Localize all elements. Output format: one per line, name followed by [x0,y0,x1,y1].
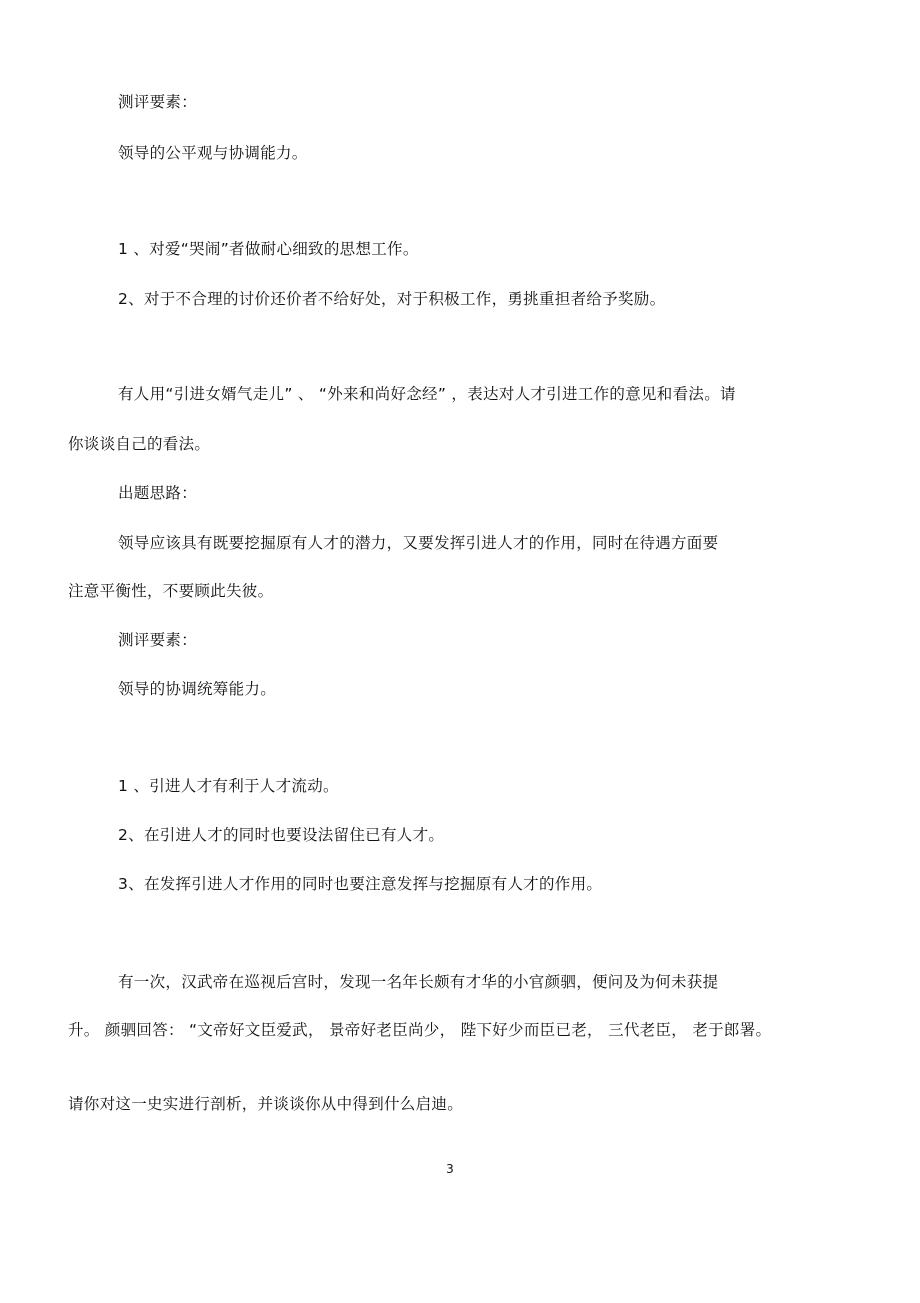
question-approach-line-2: 注意平衡性，不要顾此失彼。 [68,582,274,600]
question-text-line-1: 有人用“引进女婿气走儿” 、 “外来和尚好念经” ，表达对人才引进工作的意见和看法。请 [118,385,736,403]
answer-point-1: 1 、引进人才有利于人才流动。 [118,777,339,795]
question-text-line-3: 请你对这一史实进行剖析，并谈谈你从中得到什么启迪。 [68,1095,464,1113]
question-approach-heading: 出题思路： [118,484,198,502]
question-approach-line-1: 领导应该具有既要挖掘原有人才的潜力，又要发挥引进人才的作用，同时在待遇方面要 [118,534,719,552]
evaluation-elements-heading: 测评要素： [118,631,198,649]
question-text-line-1: 有一次，汉武帝在巡视后宫时，发现一名年长颇有才华的小官颜驷，便问及为何未获提 [118,973,719,991]
answer-point-2: 2、对于不合理的讨价还价者不给好处，对于积极工作，勇挑重担者给予奖励。 [118,290,666,308]
answer-point-3: 3、在发挥引进人才作用的同时也要注意发挥与挖掘原有人才的作用。 [118,875,603,893]
answer-point-2: 2、在引进人才的同时也要设法留住已有人才。 [118,826,445,844]
evaluation-elements-text: 领导的协调统筹能力。 [118,680,277,698]
question-text-line-2: 你谈谈自己的看法。 [68,435,211,453]
page-number: 3 [446,1162,454,1176]
question-text-line-2: 升。 颜驷回答： “文帝好文臣爱武， 景帝好老臣尚少， 陛下好少而臣已老， 三代老臣， 老于郎署。 [68,1021,772,1039]
evaluation-elements-text: 领导的公平观与协调能力。 [118,144,308,162]
answer-point-1: 1 、对爱“哭闹”者做耐心细致的思想工作。 [118,240,419,258]
evaluation-elements-heading: 测评要素： [118,93,198,111]
